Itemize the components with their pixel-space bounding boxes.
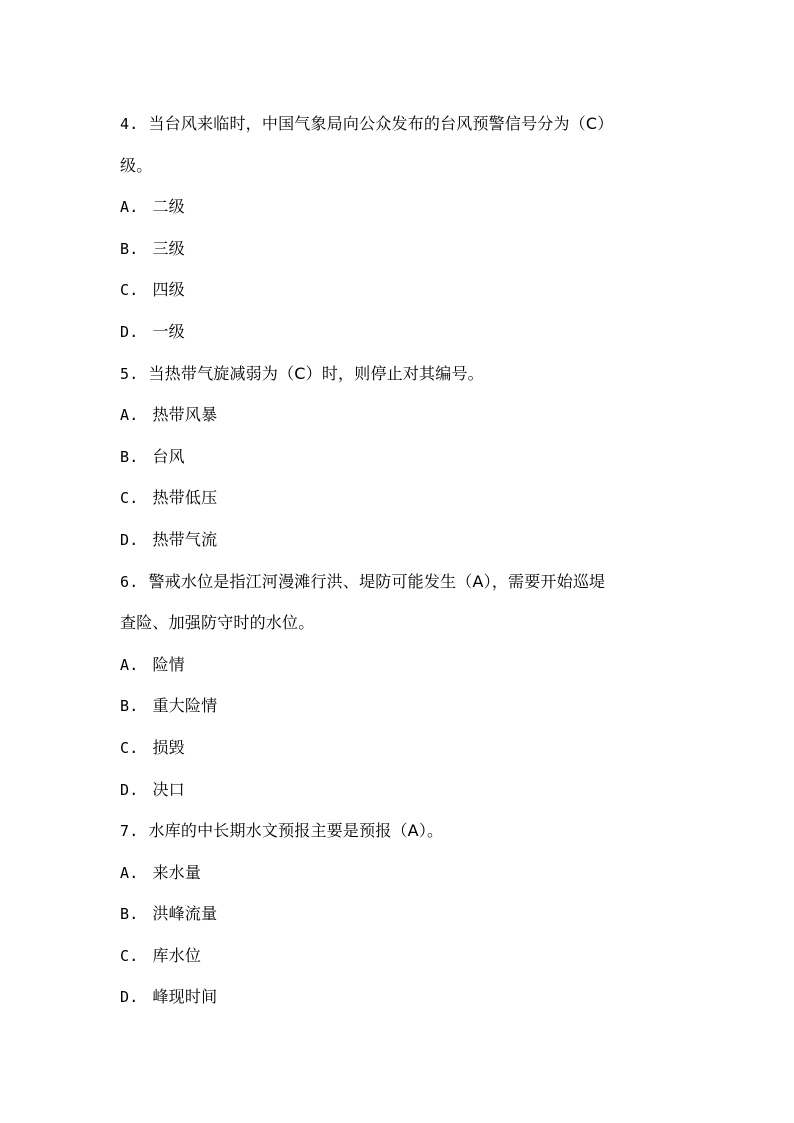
option-letter: D. <box>120 780 139 799</box>
question-5-option-d <box>120 519 695 561</box>
option-text: 台风 <box>152 446 185 466</box>
question-4-stem <box>120 103 695 145</box>
option-text: 二级 <box>152 197 185 217</box>
option-text: 决口 <box>152 779 185 799</box>
question-7-stem <box>120 810 695 852</box>
question-text: 警戒水位是指江河漫滩行洪、堤防可能发生（A），需要开始巡堤 <box>148 571 606 591</box>
option-letter: C. <box>120 281 139 300</box>
option-letter: A. <box>120 406 139 425</box>
question-6-option-b <box>120 685 695 727</box>
question-5-option-a <box>120 394 695 436</box>
option-letter: D. <box>120 988 139 1007</box>
question-4-option-d <box>120 311 695 353</box>
option-text: 一级 <box>152 321 185 341</box>
option-text: 重大险情 <box>152 696 218 716</box>
question-5-stem <box>120 353 695 395</box>
question-7-option-b <box>120 893 695 935</box>
question-6-option-a <box>120 644 695 686</box>
question-7-option-c <box>120 935 695 977</box>
option-text: 热带低压 <box>152 488 218 508</box>
option-letter: C. <box>120 738 139 757</box>
question-text: 查险、加强防守时的水位。 <box>120 613 315 633</box>
question-text: 水库的中长期水文预报主要是预报（A）。 <box>148 821 444 841</box>
option-text: 来水量 <box>152 862 202 882</box>
option-letter: A. <box>120 655 139 674</box>
option-letter: D. <box>120 322 139 341</box>
option-letter: B. <box>120 697 139 716</box>
option-letter: C. <box>120 946 139 965</box>
option-letter: A. <box>120 198 139 217</box>
question-text: 当台风来临时，中国气象局向公众发布的台风预警信号分为（C） <box>148 114 614 133</box>
question-text: 当热带气旋减弱为（C）时，则停止对其编号。 <box>148 363 484 383</box>
option-text: 四级 <box>152 280 185 300</box>
option-text: 险情 <box>152 654 185 674</box>
option-text: 损毁 <box>152 737 185 757</box>
option-letter: D. <box>120 530 139 549</box>
question-list <box>120 103 695 1018</box>
option-text: 热带气流 <box>152 529 218 549</box>
option-text: 三级 <box>152 238 185 258</box>
option-letter: B. <box>120 905 139 924</box>
question-7-option-a <box>120 852 695 894</box>
option-text: 峰现时间 <box>152 987 218 1007</box>
question-number: 5. <box>120 364 139 383</box>
question-4-option-c <box>120 269 695 311</box>
question-6-option-c <box>120 727 695 769</box>
question-6-option-d <box>120 769 695 811</box>
question-number: 7. <box>120 822 139 841</box>
option-letter: C. <box>120 489 139 508</box>
question-7-option-d <box>120 976 695 1018</box>
question-5-option-b <box>120 436 695 478</box>
option-letter: B. <box>120 447 139 466</box>
question-6-stem-continued <box>120 602 695 644</box>
question-4-option-a <box>120 186 695 228</box>
question-text: 级。 <box>120 155 153 175</box>
question-number: 6. <box>120 572 139 591</box>
option-text: 洪峰流量 <box>152 904 218 924</box>
option-text: 库水位 <box>152 945 202 965</box>
option-text: 热带风暴 <box>152 405 218 425</box>
question-6-stem <box>120 561 695 603</box>
question-4-stem-continued <box>120 145 695 187</box>
question-5-option-c <box>120 477 695 519</box>
option-letter: A. <box>120 863 139 882</box>
question-4-option-b <box>120 228 695 270</box>
option-letter: B. <box>120 239 139 258</box>
question-number: 4. <box>120 115 139 133</box>
